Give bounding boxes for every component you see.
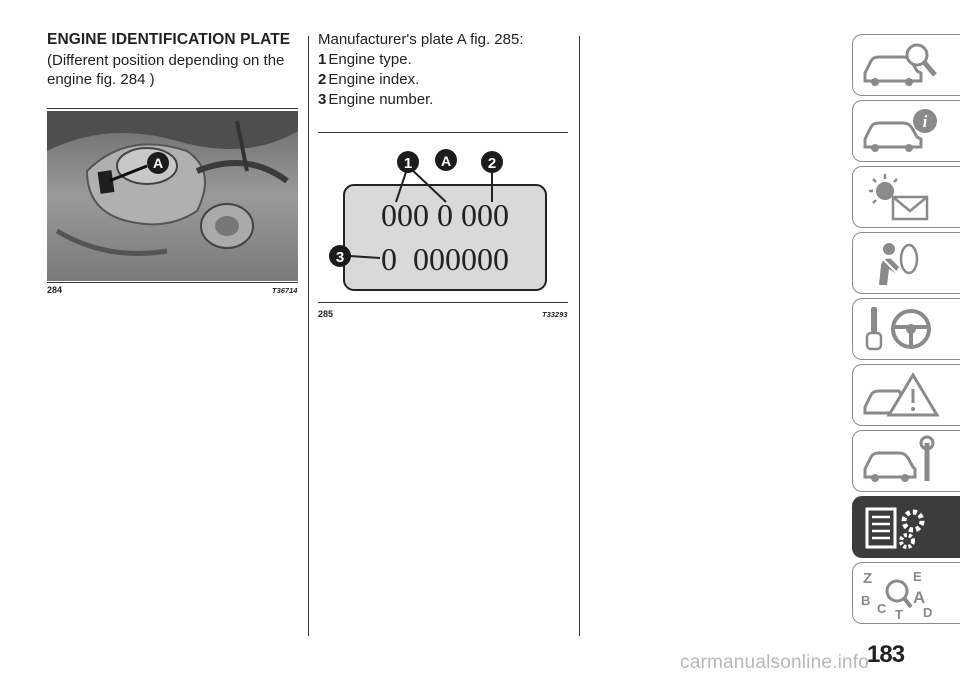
tab-car-info[interactable] <box>852 100 960 162</box>
svg-text:D: D <box>923 605 933 619</box>
car-accident-warning-icon <box>859 369 949 421</box>
list-item: 3 Engine number. <box>318 91 434 108</box>
callout-a: A <box>440 153 452 169</box>
tab-safety[interactable] <box>852 232 960 294</box>
tab-maintenance[interactable] <box>852 430 960 492</box>
svg-text:E: E <box>913 569 922 584</box>
tab-starting-driving[interactable] <box>852 298 960 360</box>
tab-technical-data[interactable] <box>852 496 960 558</box>
svg-text:A: A <box>913 588 926 607</box>
car-info-icon <box>859 105 949 157</box>
engine-photo <box>47 111 298 281</box>
figure-number: 285 <box>318 309 334 319</box>
callout-3: 3 <box>335 249 345 266</box>
car-maintenance-icon <box>859 435 949 487</box>
svg-text:B: B <box>861 593 871 608</box>
list-item: 2 Engine index. <box>318 71 420 88</box>
figure-number: 284 <box>47 285 63 295</box>
photo-callout-a: A <box>152 155 164 171</box>
list-item: 1 Engine type. <box>318 51 412 68</box>
page-number: 183 <box>867 641 905 668</box>
plate-line-1: 000 0 000 <box>381 197 509 233</box>
section-heading: ENGINE IDENTIFICATION PLATE <box>47 31 291 48</box>
column-divider <box>579 36 580 636</box>
callout-1: 1 <box>403 155 413 172</box>
tab-index[interactable] <box>852 562 960 624</box>
figure-top-rule <box>318 132 568 133</box>
svg-text:C: C <box>877 601 887 616</box>
key-steering-wheel-icon <box>859 303 949 355</box>
tab-warning-lights[interactable] <box>852 166 960 228</box>
section-intro: (Different position depending on the engine fig. 284 ) <box>47 52 285 88</box>
svg-text:i: i <box>922 112 928 131</box>
figure-code: T33293 <box>542 310 568 319</box>
svg-text:T: T <box>895 607 903 619</box>
tab-emergency[interactable] <box>852 364 960 426</box>
column-divider <box>308 36 309 636</box>
figure-code: T36714 <box>272 286 298 295</box>
tab-car-search[interactable] <box>852 34 960 96</box>
technical-data-icon <box>859 501 949 553</box>
callout-2: 2 <box>487 155 497 172</box>
watermark: carmanualsonline.info <box>680 652 870 673</box>
svg-text:Z: Z <box>863 570 873 587</box>
plate-intro: Manufacturer's plate A fig. 285: <box>318 31 524 48</box>
plate-line-2: 0 000000 <box>381 241 509 277</box>
car-search-icon <box>859 39 949 91</box>
safety-airbag-icon <box>859 237 949 289</box>
figure-top-rule <box>47 108 298 109</box>
plate-diagram <box>318 140 568 300</box>
figure-bottom-rule <box>47 282 298 283</box>
index-search-icon <box>859 567 949 619</box>
plate-items <box>318 50 433 110</box>
warning-light-message-icon <box>859 171 949 223</box>
figure-bottom-rule <box>318 302 568 303</box>
